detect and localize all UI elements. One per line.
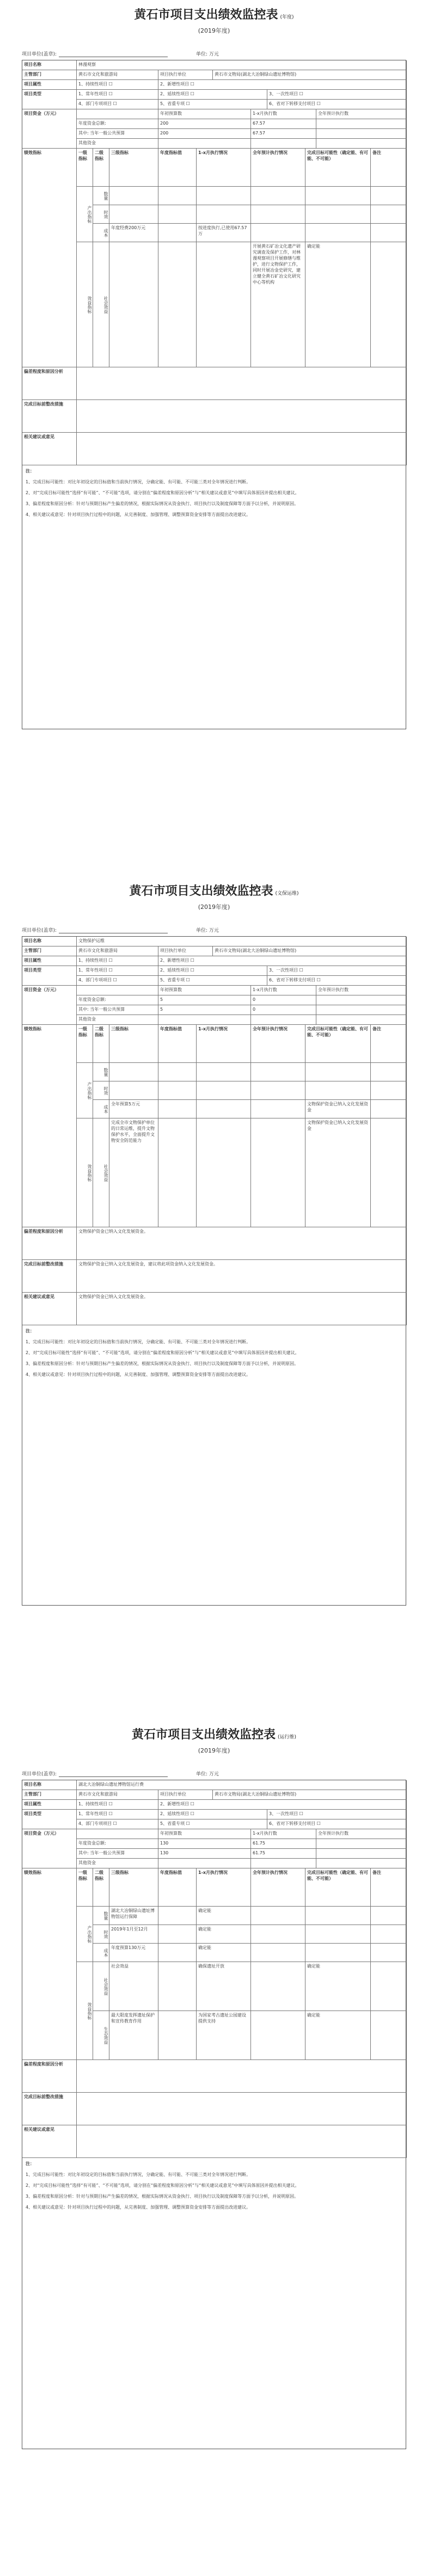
fund-budget-value: 130 <box>158 1849 251 1859</box>
fund-executed-value: 67.57 <box>251 129 316 139</box>
perf-col-header: 三级指标 <box>109 1868 158 1907</box>
fund-col-blank <box>77 1829 158 1839</box>
form-section <box>0 1720 428 2536</box>
perf-possibility <box>305 224 371 242</box>
perf-level3: 社会效益 <box>109 1962 158 2011</box>
perf-possibility <box>305 187 371 205</box>
perf-col-header: 备注 <box>371 149 407 187</box>
fund-label: 项目资金（万元） <box>22 986 77 1025</box>
perf-exec: 确定能 <box>197 1944 251 1962</box>
perf-col-header: 1-x月执行情况 <box>197 1025 251 1063</box>
perf-exec <box>197 1081 251 1100</box>
type-label: 项目类型 <box>22 966 77 986</box>
perf-note <box>371 1081 407 1100</box>
perf-col-header: 二级指标 <box>93 149 109 187</box>
perf-possibility <box>305 205 371 224</box>
perf-note <box>371 187 407 205</box>
fund-row-label: 其他资金 <box>77 1015 158 1025</box>
bottom-row-label: 相关建议或意见 <box>22 1293 77 1325</box>
perf-level3: 最大限度发挥遗址保护和宣传教育作用 <box>109 2011 158 2060</box>
perf-level2: 时效 <box>93 1925 109 1944</box>
perf-col-header: 一级指标 <box>77 1025 93 1063</box>
perf-full-year <box>251 1100 305 1118</box>
perf-level2: 时效 <box>93 205 109 224</box>
notes-label: 注： <box>26 469 34 474</box>
type-option-4: 4、部门专项项目 ☐ <box>77 1819 158 1829</box>
form-table <box>22 60 406 729</box>
fund-expected-value <box>316 1005 407 1015</box>
perf-level2: 数量 <box>93 1907 109 1925</box>
perf-level3 <box>109 1081 158 1100</box>
type-option-1: 1、常年性项目 ☐ <box>77 90 158 100</box>
fund-expected-value <box>316 119 407 129</box>
fund-col-header: 年初预算数 <box>158 109 251 119</box>
perf-col-header: 年度指标值 <box>158 1868 197 1907</box>
perf-level3: 完成全市文物保护单位的日常运维，提升文物保护水平，全面提升文物安全防范能力 <box>109 1118 158 1227</box>
perf-col-header: 全年预计执行情况 <box>251 1868 305 1907</box>
perf-target <box>158 1925 197 1944</box>
perf-label: 绩效指标 <box>22 1868 77 2060</box>
form-year: (2019年度) <box>198 27 230 34</box>
perf-note <box>371 1925 407 1944</box>
bottom-row-value <box>77 2060 407 2093</box>
perf-possibility: 确定能 <box>305 242 371 367</box>
perf-target <box>158 1063 197 1081</box>
fund-col-header: 全年预计执行数 <box>316 1829 407 1839</box>
perf-col-header: 三级指标 <box>109 149 158 187</box>
fund-executed-value: 0 <box>251 995 316 1005</box>
perf-col-header: 二级指标 <box>93 1868 109 1907</box>
type-option-6: 6、省对下转移支付项目 ☐ <box>267 100 407 109</box>
exec-label: 项目执行单位 <box>158 1790 213 1800</box>
bottom-row-label: 偏差程度和原因分析 <box>22 2060 77 2093</box>
perf-level2: 数量 <box>93 1063 109 1081</box>
perf-exec <box>197 1118 251 1227</box>
unit-line <box>22 50 170 57</box>
bottom-row-value <box>77 2125 407 2158</box>
perf-level2: 社会效益 <box>93 1118 109 1227</box>
notes-box <box>22 465 407 730</box>
perf-level2: 社会效益 <box>93 1962 109 2011</box>
form-title-text: 黄石市项目支出绩效监控表 <box>134 8 278 22</box>
money-unit: 单位: 万元 <box>196 928 219 933</box>
perf-col-header: 1-x月执行情况 <box>197 149 251 187</box>
perf-label: 绩效指标 <box>22 149 77 367</box>
perf-target <box>158 205 197 224</box>
fund-expected-value <box>316 995 407 1005</box>
note-item: 4、相关建议或意见：针对项目执行过程中的问题，从完善制度、加强管理、调整预算资金安排等方面提出改进建议。 <box>26 1372 251 1377</box>
note-item: 1、完成目标可能性：对比年初设定的目标值和当前执行情况，分确定能、有可能、不可能三类对全年情况进行判断。 <box>26 479 251 484</box>
perf-target <box>158 1081 197 1100</box>
fund-row-label: 年度资金总额: <box>77 1839 158 1849</box>
perf-full-year <box>251 1063 305 1081</box>
dept-label: 主管部门 <box>22 946 77 956</box>
exec-label: 项目执行单位 <box>158 946 213 956</box>
fund-col-header: 1-x月执行数 <box>251 1829 316 1839</box>
fund-budget-value: 130 <box>158 1839 251 1849</box>
fund-col-blank <box>77 986 158 995</box>
fund-label: 项目资金（万元） <box>22 1829 77 1868</box>
perf-col-header: 三级指标 <box>109 1025 158 1063</box>
perf-note <box>371 1063 407 1081</box>
perf-full-year <box>251 1962 305 2011</box>
type-option-4: 4、部门专项项目 ☐ <box>77 100 158 109</box>
perf-level3: 2019年1月至12月 <box>109 1925 158 1944</box>
fund-budget-value: 200 <box>158 129 251 139</box>
unit-input[interactable] <box>59 52 168 57</box>
perf-note <box>371 1907 407 1925</box>
perf-note <box>371 1100 407 1118</box>
perf-possibility: 文物保护资金已纳入文化发展资金 <box>305 1100 371 1118</box>
type-option-2: 2、延续性项目 ☐ <box>158 966 267 976</box>
perf-target <box>158 1100 197 1118</box>
type-option-1: 1、常年性项目 ☐ <box>77 966 158 976</box>
money-unit: 单位: 万元 <box>196 1772 219 1777</box>
exec-value: 黄石市文物局(湖北大冶铜绿山遗址博物馆) <box>213 1790 407 1800</box>
form-title-suffix: (运行维) <box>277 1735 297 1740</box>
dept-value: 黄石市文化和旅游局 <box>77 1790 158 1800</box>
attr-label: 项目属性 <box>22 956 77 966</box>
form-title <box>0 5 428 22</box>
perf-level3 <box>109 205 158 224</box>
bottom-row-value: 文物保护资金已纳入文化发展资金。 <box>77 1293 407 1325</box>
perf-note <box>371 1944 407 1962</box>
attr-label: 项目属性 <box>22 80 77 90</box>
fund-col-header: 年初预算数 <box>158 1829 251 1839</box>
exec-label: 项目执行单位 <box>158 70 213 80</box>
attr-option-1: 1、持续性项目 ☐ <box>77 1800 158 1810</box>
perf-label: 绩效指标 <box>22 1025 77 1227</box>
dept-value: 黄石市文化和旅游局 <box>77 946 158 956</box>
perf-full-year <box>251 1944 305 1962</box>
note-item: 4、相关建议或意见：针对项目执行过程中的问题，从完善制度、加强管理、调整预算资金安排等方面提出改进建议。 <box>26 2205 251 2210</box>
perf-note <box>371 1962 407 2011</box>
perf-exec: 确保遗址开放 <box>197 1962 251 2011</box>
perf-exec <box>197 1063 251 1081</box>
bottom-row-label: 完成目标前整改措施 <box>22 2093 77 2125</box>
perf-col-header: 完成目标可能性（确定能、有可能、不可能） <box>305 149 371 187</box>
type-option-5: 5、省重专项 ☐ <box>158 1819 267 1829</box>
perf-level1: 产出指标 <box>77 187 93 242</box>
fund-col-header: 全年预计执行数 <box>316 109 407 119</box>
fund-col-header: 全年预计执行数 <box>316 986 407 995</box>
bottom-row-label: 偏差程度和原因分析 <box>22 1227 77 1260</box>
form-title-suffix: (文保运维) <box>275 891 299 896</box>
perf-level3: 全年预算5万元 <box>109 1100 158 1118</box>
bottom-row-value <box>77 400 407 433</box>
fund-executed-value <box>251 1859 316 1868</box>
perf-level2: 时效 <box>93 1081 109 1100</box>
perf-full-year <box>251 1925 305 1944</box>
perf-full-year <box>251 1081 305 1100</box>
fund-budget-value: 5 <box>158 1005 251 1015</box>
perf-target <box>158 2011 197 2060</box>
fund-budget-value <box>158 1859 251 1868</box>
notes-box <box>22 2158 407 2450</box>
perf-level3: 湖北大冶铜绿山遗址博物馆运行保障 <box>109 1907 158 1925</box>
perf-possibility: 文物保护资金已纳入文化发展资金 <box>305 1118 371 1227</box>
bottom-row-value <box>77 433 407 465</box>
type-option-4: 4、部门专项项目 ☐ <box>77 976 158 986</box>
perf-level1: 产出指标 <box>77 1907 93 1962</box>
exec-value: 黄石市文物局(湖北大冶铜绿山遗址博物馆) <box>213 946 407 956</box>
type-option-6: 6、省对下转移支付项目 ☐ <box>267 976 407 986</box>
perf-possibility <box>305 1081 371 1100</box>
perf-exec: 确定能 <box>197 1925 251 1944</box>
fund-row-label: 年度资金总额: <box>77 119 158 129</box>
fund-expected-value <box>316 129 407 139</box>
bottom-row-label: 偏差程度和原因分析 <box>22 367 77 400</box>
attr-label: 项目属性 <box>22 1800 77 1810</box>
type-option-5: 5、省重专项 ☐ <box>158 976 267 986</box>
perf-possibility <box>305 1925 371 1944</box>
note-item: 1、完成目标可能性：对比年初设定的目标值和当前执行情况，分确定能、有可能、不可能三类对全年情况进行判断。 <box>26 2172 251 2177</box>
note-item: 2、对“完成目标可能性”选择“有可能”、“不可能”选项，请分别在“偏差程度和原因分析”与“相关建议或意见”中填写具体原因并提出相关建议。 <box>26 2183 299 2188</box>
note-item: 4、相关建议或意见：针对项目执行过程中的问题，从完善制度、加强管理、调整预算资金安排等方面提出改进建议。 <box>26 512 251 517</box>
type-label: 项目类型 <box>22 1810 77 1829</box>
perf-exec: 确定能 <box>197 1907 251 1925</box>
perf-note <box>371 2011 407 2060</box>
form-title-suffix: (年度) <box>280 15 294 20</box>
type-option-3: 3、一次性项目 ☐ <box>267 90 407 100</box>
project-name-value: 文物保护运维 <box>77 937 407 946</box>
perf-exec: 为国家考古遗址公园建设提供支持 <box>197 2011 251 2060</box>
perf-col-header: 完成目标可能性（确定能、有可能、不可能） <box>305 1868 371 1907</box>
perf-target <box>158 1907 197 1925</box>
perf-level1: 产出指标 <box>77 1063 93 1118</box>
perf-level1: 效益指标 <box>77 1118 93 1227</box>
attr-option-2: 2、新增性项目 ☐ <box>158 1800 407 1810</box>
perf-possibility: 确定能 <box>305 2011 371 2060</box>
perf-exec <box>197 242 251 367</box>
unit-input[interactable] <box>59 928 168 933</box>
type-option-3: 3、一次性项目 ☐ <box>267 966 407 976</box>
attr-option-1: 1、持续性项目 ☐ <box>77 80 158 90</box>
fund-row-label: 年度资金总额: <box>77 995 158 1005</box>
fund-label: 项目资金（万元） <box>22 109 77 149</box>
fund-budget-value <box>158 139 251 149</box>
unit-line <box>22 926 170 933</box>
perf-target <box>158 1962 197 2011</box>
bottom-row-value: 文物保护资金已纳入文化发展资金。 <box>77 1227 407 1260</box>
unit-label: 项目单位(盖章): <box>22 928 57 933</box>
perf-level3 <box>109 1063 158 1081</box>
perf-target <box>158 242 197 367</box>
fund-col-blank <box>77 109 158 119</box>
fund-executed-value: 61.75 <box>251 1839 316 1849</box>
fund-executed-value <box>251 1015 316 1025</box>
unit-label: 项目单位(盖章): <box>22 52 57 57</box>
perf-level3: 年度预算130万元 <box>109 1944 158 1962</box>
perf-level2: 社会效益 <box>93 242 109 367</box>
perf-col-header: 完成目标可能性（确定能、有可能、不可能） <box>305 1025 371 1063</box>
perf-col-header: 全年预计执行情况 <box>251 149 305 187</box>
fund-executed-value <box>251 139 316 149</box>
perf-target <box>158 1944 197 1962</box>
note-item: 3、偏差程度和原因分析：针对与预期目标产生偏差的情况，根据实际情况从资金执行、项目执行以及制度保障等方面予以分析，并说明原因。 <box>26 2194 299 2199</box>
perf-level1: 效益指标 <box>77 1962 93 2060</box>
fund-row-label: 其中: 当年一般公共预算 <box>77 1849 158 1859</box>
type-option-6: 6、省对下转移支付项目 ☐ <box>267 1819 407 1829</box>
form-year: (2019年度) <box>198 903 230 911</box>
fund-row-label: 其他资金 <box>77 1859 158 1868</box>
attr-option-2: 2、新增性项目 ☐ <box>158 80 407 90</box>
fund-col-header: 1-x月执行数 <box>251 986 316 995</box>
perf-full-year <box>251 1907 305 1925</box>
perf-col-header: 年度指标值 <box>158 1025 197 1063</box>
perf-level2: 成本 <box>93 1944 109 1962</box>
form-table <box>22 936 406 1606</box>
fund-budget-value <box>158 1015 251 1025</box>
fund-col-header: 年初预算数 <box>158 986 251 995</box>
perf-col-header: 一级指标 <box>77 1868 93 1907</box>
perf-full-year <box>251 2011 305 2060</box>
note-item: 3、偏差程度和原因分析：针对与预期目标产生偏差的情况，根据实际情况从资金执行、项目执行以及制度保障等方面予以分析，并说明原因。 <box>26 1361 299 1366</box>
attr-option-1: 1、持续性项目 ☐ <box>77 956 158 966</box>
note-item: 1、完成目标可能性：对比年初设定的目标值和当前执行情况，分确定能、有可能、不可能三类对全年情况进行判断。 <box>26 1339 251 1344</box>
unit-input[interactable] <box>59 1772 168 1777</box>
type-label: 项目类型 <box>22 90 77 109</box>
bottom-row-label: 完成目标前整改措施 <box>22 400 77 433</box>
form-title <box>0 882 428 899</box>
perf-col-header: 备注 <box>371 1025 407 1063</box>
exec-value: 黄石市文物局(湖北大冶铜绿山遗址博物馆) <box>213 70 407 80</box>
perf-exec <box>197 205 251 224</box>
fund-expected-value <box>316 1015 407 1025</box>
perf-level2: 成本 <box>93 1100 109 1118</box>
type-option-2: 2、延续性项目 ☐ <box>158 1810 267 1819</box>
perf-col-header: 全年预计执行情况 <box>251 1025 305 1063</box>
perf-target <box>158 187 197 205</box>
perf-note <box>371 205 407 224</box>
fund-row-label: 其中: 当年一般公共预算 <box>77 129 158 139</box>
dept-value: 黄石市文化和旅游局 <box>77 70 158 80</box>
project-name-value: 湖北大冶铜绿山遗址博物馆运行费 <box>77 1780 407 1790</box>
bottom-row-label: 完成目标前整改措施 <box>22 1260 77 1293</box>
perf-level3 <box>109 242 158 367</box>
perf-possibility <box>305 1944 371 1962</box>
perf-target <box>158 1118 197 1227</box>
perf-full-year <box>251 224 305 242</box>
form-title <box>0 1725 428 1742</box>
fund-col-header: 1-x月执行数 <box>251 109 316 119</box>
money-unit: 单位: 万元 <box>196 52 219 57</box>
fund-executed-value: 67.57 <box>251 119 316 129</box>
form-table <box>22 1780 406 2449</box>
type-option-2: 2、延续性项目 ☐ <box>158 90 267 100</box>
bottom-row-value <box>77 367 407 400</box>
form-section <box>0 0 428 816</box>
type-option-3: 3、一次性项目 ☐ <box>267 1810 407 1819</box>
perf-possibility <box>305 1063 371 1081</box>
perf-level1: 效益指标 <box>77 242 93 367</box>
perf-possibility: 确定能 <box>305 1962 371 2011</box>
fund-row-label: 其他资金 <box>77 139 158 149</box>
note-item: 2、对“完成目标可能性”选择“有可能”、“不可能”选项，请分别在“偏差程度和原因分析”与“相关建议或意见”中填写具体原因并提出相关建议。 <box>26 490 299 495</box>
form-title-text: 黄石市项目支出绩效监控表 <box>131 1728 276 1742</box>
perf-target <box>158 224 197 242</box>
form-title-text: 黄石市项目支出绩效监控表 <box>129 884 273 898</box>
fund-budget-value: 5 <box>158 995 251 1005</box>
fund-expected-value <box>316 1859 407 1868</box>
fund-executed-value: 61.75 <box>251 1849 316 1859</box>
perf-level2: 数量 <box>93 187 109 205</box>
project-name-label: 项目名称 <box>22 1780 77 1790</box>
perf-col-header: 年度指标值 <box>158 149 197 187</box>
project-name-label: 项目名称 <box>22 60 77 70</box>
perf-col-header: 备注 <box>371 1868 407 1907</box>
perf-col-header: 1-x月执行情况 <box>197 1868 251 1907</box>
notes-box <box>22 1325 407 1606</box>
perf-exec: 按进度执行,已使用67.57万 <box>197 224 251 242</box>
perf-note <box>371 224 407 242</box>
perf-full-year <box>251 187 305 205</box>
notes-label: 注： <box>26 2161 34 2166</box>
fund-expected-value <box>316 139 407 149</box>
dept-label: 主管部门 <box>22 70 77 80</box>
perf-full-year: 开展黄石矿冶文化遗产研究调查及保护工作，对林漫观察项目开展修缮与维护，进行文物保护工作，同时开展冶金史研究，建立健全黄石矿冶文化研究中心等机构 <box>251 242 305 367</box>
notes-label: 注： <box>26 1329 34 1333</box>
type-option-1: 1、常年性项目 ☐ <box>77 1810 158 1819</box>
form-section <box>0 876 428 1693</box>
perf-col-header: 一级指标 <box>77 149 93 187</box>
perf-level2: 生态效益 <box>93 2011 109 2060</box>
note-item: 2、对“完成目标可能性”选择“有可能”、“不可能”选项，请分别在“偏差程度和原因分析”与“相关建议或意见”中填写具体原因并提出相关建议。 <box>26 1350 299 1355</box>
fund-expected-value <box>316 1839 407 1849</box>
bottom-row-label: 相关建议或意见 <box>22 433 77 465</box>
form-year: (2019年度) <box>198 1747 230 1754</box>
project-name-label: 项目名称 <box>22 937 77 946</box>
perf-level2: 成本 <box>93 224 109 242</box>
perf-note <box>371 1118 407 1227</box>
perf-note <box>371 242 407 367</box>
attr-option-2: 2、新增性项目 ☐ <box>158 956 407 966</box>
bottom-row-label: 相关建议或意见 <box>22 2125 77 2158</box>
fund-row-label: 其中: 当年一般公共预算 <box>77 1005 158 1015</box>
perf-exec <box>197 1100 251 1118</box>
project-name-value: 林漫观察 <box>77 60 407 70</box>
perf-exec <box>197 187 251 205</box>
perf-full-year <box>251 205 305 224</box>
perf-full-year <box>251 1118 305 1227</box>
perf-level3: 年度经费200万元 <box>109 224 158 242</box>
fund-expected-value <box>316 1849 407 1859</box>
bottom-row-value: 文物保护资金已纳入文化发展资金，建议将此项资金纳入文化发展资金。 <box>77 1260 407 1293</box>
unit-label: 项目单位(盖章): <box>22 1772 57 1777</box>
perf-col-header: 二级指标 <box>93 1025 109 1063</box>
perf-level3 <box>109 187 158 205</box>
bottom-row-value <box>77 2093 407 2125</box>
type-option-5: 5、省重专项 ☐ <box>158 100 267 109</box>
fund-budget-value: 200 <box>158 119 251 129</box>
perf-possibility <box>305 1907 371 1925</box>
unit-line <box>22 1770 170 1777</box>
fund-executed-value: 0 <box>251 1005 316 1015</box>
note-item: 3、偏差程度和原因分析：针对与预期目标产生偏差的情况，根据实际情况从资金执行、项目执行以及制度保障等方面予以分析，并说明原因。 <box>26 501 299 506</box>
dept-label: 主管部门 <box>22 1790 77 1800</box>
